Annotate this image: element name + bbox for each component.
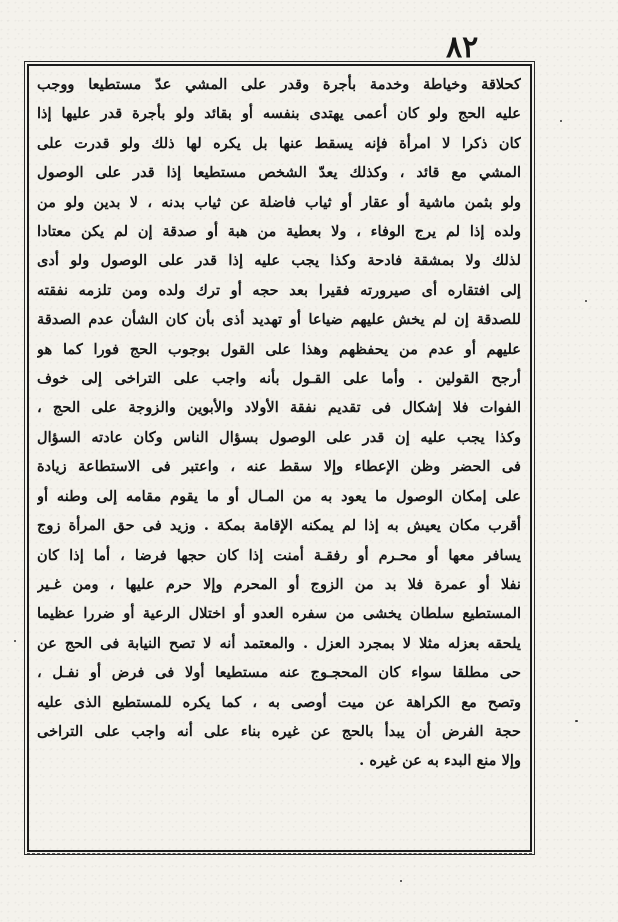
text-line: كان ذكرا لا امرأة فإنه يسقط عنها بل يكره لها ذلك ولو قدرت على [37, 134, 521, 152]
text-line: وكذا يجب عليه إن قدر على الوصول بسؤال الناس وكان عادته السؤال [37, 428, 521, 446]
page-number: ٨٢ [446, 30, 479, 65]
text-line: الفوات فلا إشكال فى تقديم نفقة الأولاد والأبوين والزوجة على الحج ، [37, 399, 521, 417]
left-margin-rule [24, 64, 25, 852]
text-line: يسافر معها أو محـرم أو رفقـة أمنت إذا كان حجها فرضا ، أما إذا كان [37, 546, 521, 564]
text-line: نفلا أو عمرة فلا بد من الزوج أو المحرم وإلا حرم عليها ، ومن غـير [37, 575, 521, 593]
text-line: لذلك ولا بمشقة فادحة وكذا يجب عليه إذا قدر على الوصول ولو أدى [37, 252, 521, 270]
scan-speck [400, 880, 402, 882]
scan-speck [560, 120, 562, 122]
scan-speck [585, 300, 587, 302]
text-line: عليه الحج ولو كان أعمى يهتدى بنفسه أو بقائد ولو بأجرة قدر عليها إذا [37, 105, 521, 123]
text-line: أقرب مكان يعيش به إذا لم يمكنه الإقامة بمكة . وزيد فى حق المرأة زوج [37, 517, 521, 535]
text-line: المستطيع سلطان يخشى من سفره العدو أو اختلال الرعية أو ضررا عظيما [37, 605, 521, 623]
body-text [37, 70, 521, 776]
text-line: ولده إذا لم يرج الوفاء ، ولا بعطية من هبة أو صدقة إن لم يكن معتادا [37, 223, 521, 241]
text-line: وتصح مع الكراهة عن ميت أوصى به ، كما يكره للمستطيع الذى عليه [37, 693, 521, 711]
text-line: وإلا منع البدء به عن غيره . [359, 752, 521, 770]
text-line: ولو بثمن ماشية أو عقار أو ثياب فاضلة عن ثياب بدنه ، لا بدين ولو من [37, 193, 521, 211]
text-line: للصدقة إن لم يخش عليهم ضياعا أو تهديد أذى بأن كان الشأن عدم الصدقة [37, 311, 521, 329]
right-margin-rule [532, 64, 533, 852]
text-line: حى مطلقا سواء كان المحجـوج عنه مستطيعا أولا فى فرض أو نفـل ، [37, 664, 521, 682]
text-line: على إمكان الوصول ما يعود به من المـال أو ما يقوم مقامه إلى وطنه أو [37, 487, 521, 505]
bottom-rule [27, 853, 532, 854]
text-line: فى الحضر وظن الإعطاء وإلا سقط عنه ، واعتبر فى الاستطاعة زيادة [37, 458, 521, 476]
text-line: أرجح القولين . وأما على القـول بأنه واجب على التراخى إلى خوف [37, 370, 521, 388]
scan-speck [14, 640, 16, 642]
text-line: إلى افتقاره أى صيرورته فقيرا بعد حجه أو ترك ولده ومن تلزمه نفقته [37, 281, 521, 299]
scan-speck [575, 720, 578, 722]
text-line: كحلاقة وخياطة وخدمة بأجرة وقدر على المشي عدّ مستطيعا ووجب [37, 76, 521, 93]
text-line: حجة الفرض أن يبدأ بالحج عن غيره بناء على أنه واجب على التراخى [37, 722, 521, 740]
text-line: عليهم أو عدم من يحفظهم وهذا على القول بوجوب الحج فورا كما هو [37, 340, 521, 358]
text-line: المشي مع قائد ، وكذلك يعدّ الشخص مستطيعا إذا قدر على الوصول [37, 164, 521, 182]
text-line: يلحقه بعزله مثلا لا بمجرد العزل . والمعتمد أنه لا تصح النيابة فى الحج عن [37, 634, 521, 652]
